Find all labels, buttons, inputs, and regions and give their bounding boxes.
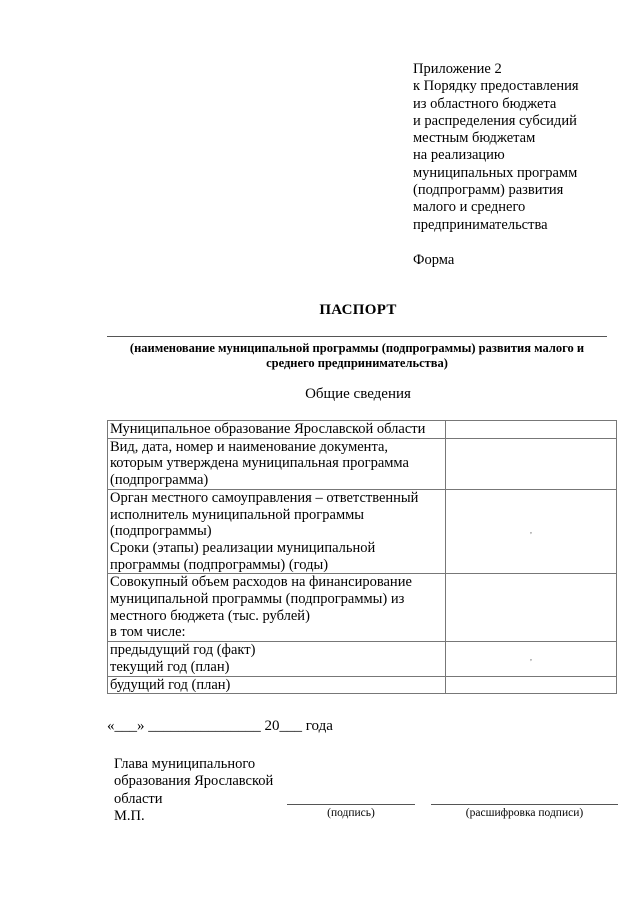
row-label-line: Совокупный объем расходов на финансирование [110,574,412,591]
row-label-cell [108,642,446,676]
row-label-line: (подпрограмма) [110,472,209,489]
appendix-line: (подпрограмм) развития [413,182,564,199]
head-line: образования Ярославской [114,773,274,790]
document-title: ПАСПОРТ [319,302,397,318]
row-label-line: предыдущий год (факт) [110,642,256,659]
program-name-caption [107,341,607,371]
row-label-cell [108,489,446,574]
row-label-cell [108,421,446,439]
row-label-cell [108,438,446,489]
seal-label: М.П. [114,808,145,825]
table-row [108,642,617,676]
row-label-line: местного бюджета (тыс. рублей) [110,607,310,624]
row-label-line: муниципальной программы (подпрограммы) из [110,591,405,608]
signature-decoding-line [431,804,618,805]
signature-line [287,804,415,805]
row-label-line: исполнитель муниципальной программы [110,506,365,523]
table-row [108,489,617,574]
appendix-line: и распределения субсидий [413,112,577,129]
row-value-cell: , [446,489,617,574]
row-label-line: текущий год (план) [110,658,230,675]
caption-line: среднего предпринимательства) [266,356,448,370]
row-label-line: в том числе: [110,624,186,641]
appendix-block [413,61,623,234]
appendix-line: из областного бюджета [413,95,557,112]
form-label: Форма [413,252,455,268]
caption-line: (наименование муниципальной программы (подпрограммы) развития малого и [129,341,585,355]
row-label-line: будущий год (план) [110,676,231,693]
date-line: «___» _______________ 20___ года [107,718,333,734]
row-value-cell [446,676,617,694]
row-label-line: Вид, дата, номер и наименование документа, [110,438,389,455]
appendix-line: местным бюджетам [413,130,536,147]
appendix-line: предпринимательства [413,216,548,233]
table-row [108,421,617,439]
head-line: области [114,790,163,807]
program-name-blank-line [107,336,607,337]
general-info-table [107,420,617,694]
appendix-line: на реализацию [413,147,505,164]
appendix-line: малого и среднего [413,199,526,216]
table-row [108,438,617,489]
row-label-line: Орган местного самоуправления – ответственный [110,489,419,506]
table-row [108,574,617,642]
table-row [108,676,617,694]
section-title: Общие сведения [305,386,411,402]
appendix-line: Приложение 2 [413,61,502,77]
row-label-line: которым утверждена муниципальная программа [110,455,409,472]
signature-caption: (подпись) [327,807,375,819]
row-label-line: Сроки (этапы) реализации муниципальной [110,539,376,556]
head-line: Глава муниципального [114,756,256,772]
row-value-cell [446,421,617,439]
row-label-line: Муниципальное образование Ярославской области [110,421,426,437]
row-label-line: (подпрограммы) [110,523,212,540]
appendix-line: к Порядку предоставления [413,78,579,95]
row-label-cell [108,574,446,642]
row-label-cell [108,676,446,694]
row-value-cell: , [446,642,617,676]
row-label-line: программы (подпрограммы) (годы) [110,556,329,573]
appendix-line: муниципальных программ [413,164,578,181]
row-value-cell [446,574,617,642]
head-signature-block [114,756,273,826]
signature-decoding-caption: (расшифровка подписи) [465,807,584,819]
row-value-cell [446,438,617,489]
